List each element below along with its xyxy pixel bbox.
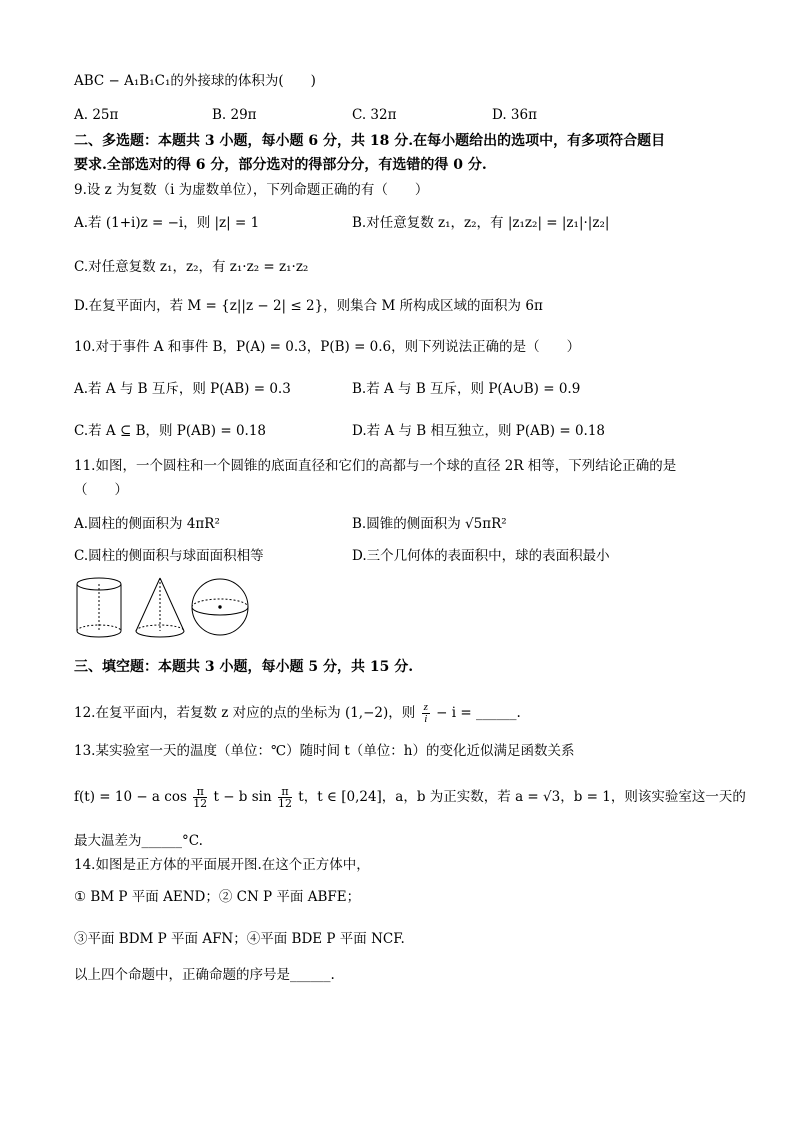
cone-figure bbox=[136, 578, 184, 637]
q9-option-b: B.对任意复数 z₁，z₂，有 |z₁z₂| = |z₁|·|z₂| bbox=[352, 215, 610, 231]
q8-stem: ABC − A₁B₁C₁的外接球的体积为( ) bbox=[74, 73, 316, 89]
q13-stem: 13.某实验室一天的温度（单位：℃）随时间 t（单位：h）的变化近似满足函数关系 bbox=[74, 743, 575, 759]
section2-heading-line1: 二、多选题：本题共 3 小题，每小题 6 分，共 18 分.在每小题给出的选项中，有多项符合题目 bbox=[74, 133, 666, 149]
q13-f-mid: t − b sin bbox=[213, 789, 272, 805]
q8-option-c: C. 32π bbox=[352, 107, 397, 123]
q12-fraction bbox=[422, 702, 430, 725]
q13-fraction-2 bbox=[278, 786, 292, 809]
q13-frac1-den: 12 bbox=[193, 797, 208, 810]
section2-heading-line2: 要求.全部选对的得 6 分，部分选对的得部分分，有选错的得 0 分. bbox=[74, 157, 487, 173]
sphere-figure bbox=[192, 579, 248, 635]
q10-option-a: A.若 A 与 B 互斥，则 P(AB) = 0.3 bbox=[74, 381, 291, 397]
q13-f-pre: f(t) = 10 − a cos bbox=[74, 789, 187, 805]
q10-option-b: B.若 A 与 B 互斥，则 P(A∪B) = 0.9 bbox=[352, 381, 581, 397]
q12-post: − i = ______. bbox=[436, 705, 521, 721]
q13-frac2-num: π bbox=[278, 786, 292, 798]
q13-frac2-den: 12 bbox=[277, 797, 292, 810]
q11-option-c: C.圆柱的侧面积与球面面积相等 bbox=[74, 548, 264, 564]
q13-formula-line bbox=[74, 780, 746, 814]
q8-option-b: B. 29π bbox=[212, 107, 257, 123]
q8-option-a: A. 25π bbox=[74, 107, 119, 123]
q9-option-d: D.在复平面内，若 M = {z||z − 2| ≤ 2}，则集合 M 所构成区域的面积为 6π bbox=[74, 298, 543, 314]
q11-option-b: B.圆锥的侧面积为 √5πR² bbox=[352, 516, 507, 532]
q9-stem: 9.设 z 为复数（i 为虚数单位），下列命题正确的有（ ） bbox=[74, 182, 429, 198]
q13-fraction-1 bbox=[193, 786, 207, 809]
q14-propositions-1: ① BM P 平面 AEND；② CN P 平面 ABFE； bbox=[74, 889, 361, 905]
q8-option-d: D. 36π bbox=[492, 107, 537, 123]
q10-stem: 10.对于事件 A 和事件 B，P(A) = 0.3，P(B) = 0.6，则下列说法正确的是（ ） bbox=[74, 339, 581, 355]
q9-option-c: C.对任意复数 z₁，z₂，有 z₁·z₂ = z₁·z₂ bbox=[74, 259, 309, 275]
q11-stem-line2: （ ） bbox=[74, 482, 128, 498]
q14-stem: 14.如图是正方体的平面展开图.在这个正方体中， bbox=[74, 857, 370, 873]
q12-pre: 12.在复平面内，若复数 z 对应的点的坐标为 (1,−2)，则 bbox=[74, 705, 416, 721]
q11-option-a: A.圆柱的侧面积为 4πR² bbox=[74, 516, 220, 532]
q11-stem-line1: 11.如图，一个圆柱和一个圆锥的底面直径和它们的高都与一个球的直径 2R 相等，下列结论正确的是 bbox=[74, 458, 677, 474]
cylinder-figure bbox=[77, 578, 121, 637]
q12-frac-num: z bbox=[423, 701, 428, 713]
q11-option-d: D.三个几何体的表面积中，球的表面积最小 bbox=[352, 548, 610, 564]
q10-option-d: D.若 A 与 B 相互独立，则 P(AB) = 0.18 bbox=[352, 423, 605, 439]
q13-tail: 最大温差为______°C. bbox=[74, 833, 203, 849]
q11-solids-figure bbox=[72, 575, 252, 641]
q10-option-c: C.若 A ⊆ B，则 P(AB) = 0.18 bbox=[74, 423, 267, 439]
q14-propositions-2: ③平面 BDM P 平面 AFN；④平面 BDE P 平面 NCF. bbox=[74, 931, 405, 947]
q12-frac-den: i bbox=[424, 713, 428, 725]
q14-answer-line: 以上四个命题中，正确命题的序号是______. bbox=[74, 967, 335, 983]
section3-heading: 三、填空题：本题共 3 小题，每小题 5 分，共 15 分. bbox=[74, 659, 414, 675]
q13-f-post: t，t ∈ [0,24]，a，b 为正实数，若 a = √3，b = 1，则该实验室这一天的 bbox=[298, 789, 746, 805]
q13-frac1-num: π bbox=[193, 786, 207, 798]
q9-option-a: A.若 (1+i)z = −i，则 |z| = 1 bbox=[74, 215, 260, 231]
q12-line bbox=[74, 698, 521, 728]
